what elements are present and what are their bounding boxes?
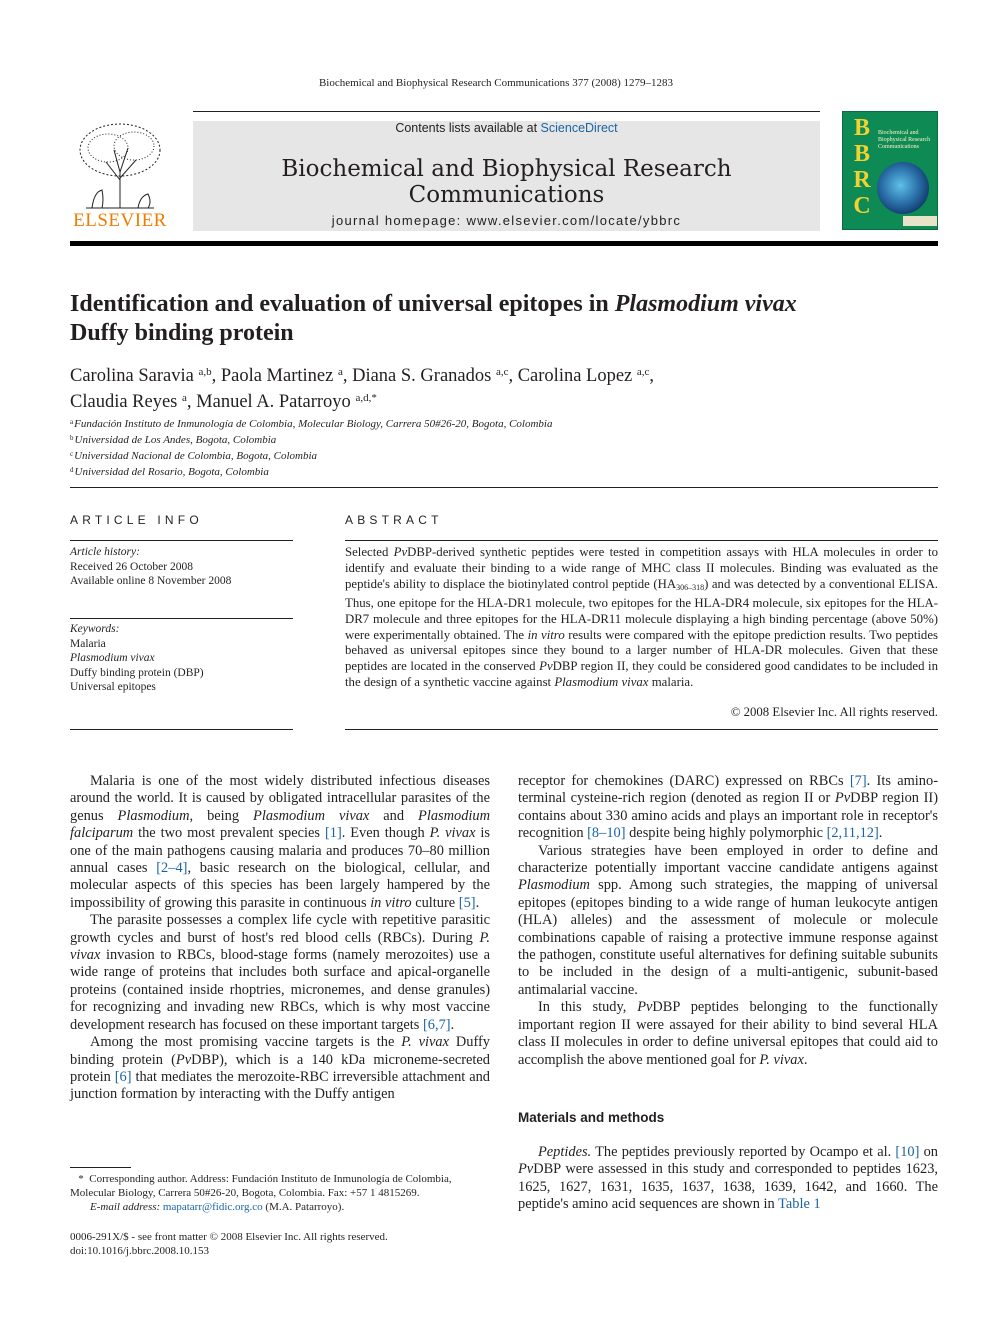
- contents-line: [193, 121, 820, 135]
- affiliation: $^d$Universidad del Rosario, Bogota, Colombia: [70, 466, 269, 478]
- abstract-copyright: © 2008 Elsevier Inc. All rights reserved.: [730, 705, 938, 719]
- paragraph: Peptides. The peptides previously reported by Ocampo et al. [10] on PvDBP were assessed in this study and corresponded to peptides 1623, 1625, 1627, 1631, 1635, 1637, 1638, 1639, 1642, and 1660. The peptide's amino acid sequences are shown in Table 1: [518, 1144, 938, 1213]
- section-divider: [70, 487, 938, 488]
- cover-footer: [903, 216, 937, 226]
- journal-homepage[interactable]: journal homepage: www.elsevier.com/locate/ybbrc: [331, 213, 682, 228]
- citation-link[interactable]: [6]: [114, 1068, 132, 1085]
- body-column-left: [70, 773, 490, 1104]
- affiliation: $^c$Universidad Nacional de Colombia, Bogota, Colombia: [70, 450, 318, 462]
- paragraph: Various strategies have been employed in order to define and characterize potentially important vaccine candidate antigens against Plasmodium spp. Among such strategies, the mapping of universal epitopes (epitopes binding to a wide range of human leukocyte antigen (HLA) alleles) and the assessment of molecule or molecule combinations capable of raising a protective immune response against the pathogen, constitute useful alternatives for defining suitable subunits to be included in the design of a multi-antigenic, subunit-based antimalarial vaccine.: [518, 842, 938, 998]
- citation-link[interactable]: [7]: [849, 773, 867, 789]
- citation-link[interactable]: [8–10]: [587, 825, 626, 842]
- paragraph: Malaria is one of the most widely distributed infectious diseases around the world. It is caused by obligated intracellular parasites of the genus Plasmodium, being Plasmodium vivax and Plasmodium falciparum the two most prevalent species [1]. Even though P. vivax is one of the main pathogens causing malaria and produces 70–80 million annual cases [2–4], basic research on the biological, cellular, and molecular aspects of this species has been largely hampered by the impossibility of growing this parasite in continuous in vitro culture [5].: [70, 773, 490, 911]
- journal-name: Biochemical and Biophysical Research Communications: [281, 156, 732, 208]
- keywords: Keywords: Malaria Plasmodium vivax Duffy binding protein (DBP) Universal epitopes: [70, 622, 293, 695]
- footnote-rule: [70, 1167, 131, 1168]
- cover-letters: B B R C: [853, 115, 871, 219]
- author-list: Carolina Saravia $^{a,b}$, Paola Martinez $^a$, Diana S. Granados $^{a,c}$, Carolina Lopez $^{a,c}$, Claudia Reyes $^a$, Manuel A. Patarroyo $^{a,d,*}$: [70, 366, 655, 412]
- cover-title: Biochemical and Biophysical Research Communications: [878, 130, 931, 150]
- author-name[interactable]: Manuel A. Patarroyo: [196, 392, 351, 412]
- citation-link[interactable]: [2–4]: [156, 860, 188, 877]
- keyword: Duffy binding protein (DBP): [70, 666, 204, 679]
- author-name[interactable]: Diana S. Granados: [352, 366, 492, 386]
- header-rule: [193, 111, 820, 112]
- author-name[interactable]: Carolina Saravia: [70, 366, 194, 386]
- citation-link[interactable]: [1]: [324, 825, 342, 842]
- paragraph: receptor for chemokines (DARC) expressed on RBCs [7]. Its amino-terminal cysteine-rich region (denoted as region II or PvDBP region II) contains about 330 amino acids and plays an important role in receptor's recognition [8–10] despite being highly polymorphic [2,11,12].: [518, 773, 938, 842]
- citation-link[interactable]: [6,7]: [423, 1016, 451, 1033]
- author-name[interactable]: Paola Martinez: [220, 366, 334, 386]
- sciencedirect-link[interactable]: ScienceDirect: [540, 121, 618, 135]
- keyword: Universal epitopes: [70, 681, 156, 693]
- email-link[interactable]: mapatarr@fidic.org.co: [162, 1201, 263, 1213]
- contents-prefix: Contents lists available at: [395, 121, 541, 135]
- author-name[interactable]: Claudia Reyes: [70, 392, 178, 412]
- cover-image: [877, 162, 929, 214]
- article-title: Identification and evaluation of universal epitopes in Plasmodium vivax Duffy binding protein: [70, 291, 797, 346]
- corresponding-author-footnote: * Corresponding author. Address: Fundación Instituto de Inmunología de Colombia, Molecular Biology, Carrera 50#26-20, Bogota, Colombia. Fax: +57 1 4815269. E-mail address: mapatarr@fidic.org.co (M.A. Patarroyo).: [70, 1173, 452, 1213]
- table-link[interactable]: Table 1: [778, 1196, 821, 1213]
- citation-link[interactable]: [5]: [458, 894, 476, 911]
- issn-line: 0006-291X/$ - see front matter © 2008 Elsevier Inc. All rights reserved.: [70, 1231, 388, 1243]
- page-footer: [70, 1230, 490, 1258]
- body-column-right: [518, 773, 938, 1069]
- methods-text: [518, 1144, 938, 1214]
- affiliation: $^a$Fundación Instituto de Inmunología de Colombia, Molecular Biology, Carrera 50#26-20, Bogota, Colombia: [70, 418, 553, 430]
- keyword: Plasmodium vivax: [70, 652, 155, 664]
- paragraph: In this study, PvDBP peptides belonging to the functionally important region II were assayed for their ability to bind several HLA class II molecules in order to define universal epitopes that could aid to accomplish the above mentioned goal for P. vivax.: [518, 999, 938, 1068]
- affiliation: $^b$Universidad de Los Andes, Bogota, Colombia: [70, 434, 277, 446]
- header-thick-rule: [70, 241, 938, 246]
- citation-link[interactable]: [2,11,12]: [826, 825, 879, 842]
- keyword: Malaria: [70, 637, 106, 650]
- methods-heading: Materials and methods: [518, 1110, 665, 1125]
- journal-citation: Biochemical and Biophysical Research Communications 377 (2008) 1279–1283: [318, 77, 674, 89]
- journal-cover: [842, 111, 938, 230]
- citation-link[interactable]: [10]: [895, 1144, 920, 1160]
- paragraph: The parasite possesses a complex life cycle with repetitive parasitic growth cycles and burst of host's red blood cells (RBCs). During P. vivax invasion to RBCs, blood-stage forms (namely merozoites) use a wide range of proteins that includes both surface and apical-organelle proteins (contained inside rhoptries, micronemes, and dense granules) for recognizing and invading new RBCs, which is why most vaccine development research has focused on these important targets [6,7].: [70, 912, 490, 1033]
- author-name[interactable]: Carolina Lopez: [517, 366, 633, 386]
- elsevier-logo-text: ELSEVIER: [73, 210, 167, 231]
- doi-line[interactable]: doi:10.1016/j.bbrc.2008.10.153: [70, 1245, 210, 1257]
- affiliations: [70, 415, 938, 479]
- article-history: Article history: Received 26 October 2008 Available online 8 November 2008: [70, 546, 232, 587]
- abstract-heading: ABSTRACT: [345, 513, 443, 527]
- article-info-heading: ARTICLE INFO: [70, 513, 203, 527]
- paragraph: Among the most promising vaccine targets is the P. vivax Duffy binding protein (PvDBP), which is a 140 kDa microneme-secreted protein [6] that mediates the merozoite-RBC irreversible attachment and junction formation by interacting with the Duffy antigen: [70, 1034, 490, 1103]
- abstract-text: Selected PvDBP-derived synthetic peptides were tested in competition assays with HLA molecules in order to identify and evaluate their binding to a wide range of MHC class II molecules. Binding was evaluated as the peptide's ability to displace the biotinylated control peptide $(HA_{306-318})$ and was detected by a conventional ELISA. Thus, one epitope for the HLA-DR1 molecule, two epitopes for the HLA-DR4 molecule, six epitopes for the HLA-DR7 molecule and three epitopes for the HLA-DR11 molecule displaying a high binding percentage (above 50%) were experimentally obtained. The in vitro results were compared with the epitope prediction results. Two peptides behaved as universal epitopes since they bound to a larger number of HLA-DR molecules. Given that these peptides are located in the conserved PvDBP region II, they could be considered good candidates to be included in the design of a synthetic vaccine against Plasmodium vivax malaria.: [345, 545, 939, 690]
